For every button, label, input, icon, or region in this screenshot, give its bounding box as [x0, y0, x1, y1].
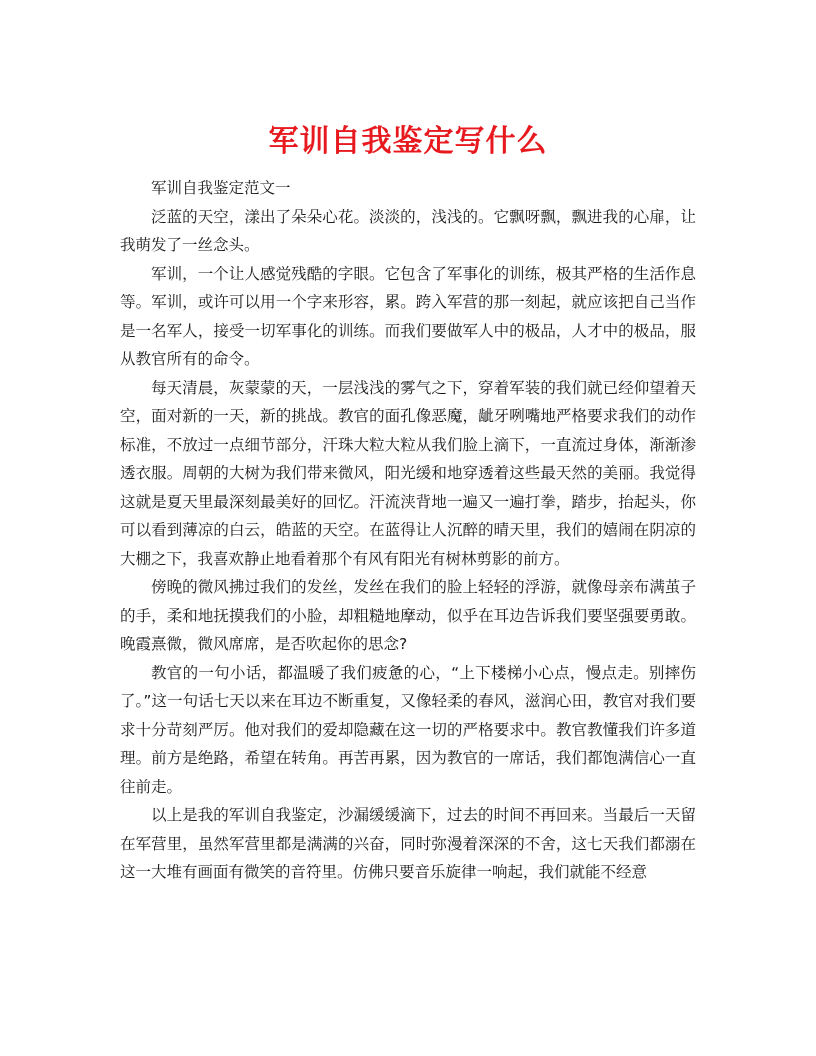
paragraph: 以上是我的军训自我鉴定，沙漏缓缓滴下，过去的时间不再回来。当最后一天留在军营里，虽然军营里都是满满的兴奋，同时弥漫着深深的不舍，这七天我们都溺在这一大堆有画面有微笑的音符里。仿佛只要音乐旋律一响起，我们就能不经意	[120, 806, 696, 881]
paragraph: 军训，一个让人感觉残酷的字眼。它包含了军事化的训练，极其严格的生活作息等。军训，或许可以用一个字来形容，累。跨入军营的那一刻起，就应该把自己当作是一名军人，接受一切军事化的训练。而我们要做军人中的极品，人才中的极品，服从教官所有的命令。	[120, 264, 696, 368]
paragraph-subtitle: 军训自我鉴定范文一	[151, 179, 291, 197]
document-title: 军训自我鉴定写什么	[268, 124, 548, 160]
paragraph: 教官的一句小话，都温暖了我们疲惫的心，“上下楼梯小心点，慢点走。别摔伤了。”这一句话七天以来在耳边不断重复，又像轻柔的春风，滋润心田，教官对我们要求十分苛刻严厉。他对我们的爱却隐藏在这一切的严格要求中。教官教懂我们许多道理。前方是绝路，希望在转角。再苦再累，因为教官的一席话，我们都饱满信心一直往前走。	[120, 663, 696, 796]
paragraph: 泛蓝的天空，漾出了朵朵心花。淡淡的，浅浅的。它飘呀飘，飘进我的心扉，让我萌发了一丝念头。	[120, 207, 696, 254]
paragraph: 傍晚的微风拂过我们的发丝，发丝在我们的脸上轻轻的浮游，就像母亲布满茧子的手，柔和地抚摸我们的小脸，却粗糙地摩动，似乎在耳边告诉我们要坚强要勇敢。晚霞熹微，微风席席，是否吹起你的思念?	[120, 578, 696, 653]
document-body	[120, 174, 696, 887]
paragraph: 每天清晨，灰蒙蒙的天，一层浅浅的雾气之下，穿着军装的我们就已经仰望着天空，面对新的一天，新的挑战。教官的面孔像恶魔，龇牙咧嘴地严格要求我们的动作标准，不放过一点细节部分，汗珠大粒大粒从我们脸上滴下，一直流过身体，渐渐渗透衣服。周朝的大树为我们带来微风，阳光缓和地穿透着这些最天然的美丽。我觉得这就是夏天里最深刻最美好的回忆。汗流浃背地一遍又一遍打拳，踏步，抬起头，你可以看到薄凉的白云，皓蓝的天空。在蓝得让人沉醉的晴天里，我们的嬉闹在阴凉的大棚之下，我喜欢静止地看着那个有风有阳光有树林剪影的前方。	[120, 378, 696, 568]
